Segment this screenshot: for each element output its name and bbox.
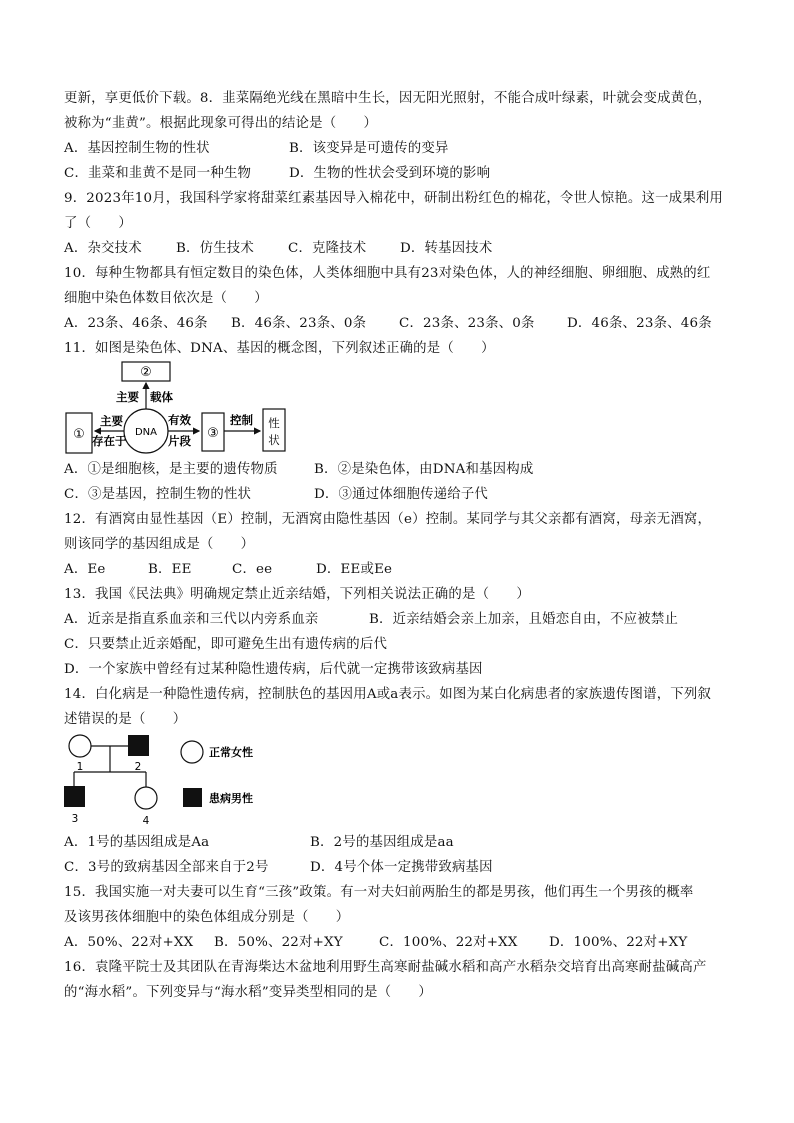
legend-female-icon xyxy=(181,741,203,763)
label-exist: 存在于 xyxy=(92,434,127,448)
q13-option-a: A．近亲是指直系血亲和三代以内旁系血亲 xyxy=(64,612,319,627)
q8-stem-line2: 被称为“韭黄”。根据此现象可得出的结论是（ ） xyxy=(64,116,378,131)
q15-option-b: B．50%、22对+XY xyxy=(214,935,343,950)
q11-stem: 11．如图是染色体、DNA、基因的概念图，下列叙述正确的是（ ） xyxy=(64,341,495,356)
q9-option-a: A．杂交技术 xyxy=(64,241,142,256)
q14-stem-line2: 述错误的是（ ） xyxy=(64,712,187,727)
q15-option-d: D．100%、22对+XY xyxy=(549,935,688,950)
q9-stem-line2: 了（ ） xyxy=(64,216,132,231)
q11-option-c: C．③是基因，控制生物的性状 xyxy=(64,487,252,502)
label-main-top: 主要 xyxy=(116,390,139,404)
q8-option-b: B．该变异是可遗传的变异 xyxy=(289,141,449,156)
q12-options xyxy=(64,557,734,582)
q13-options-row1 xyxy=(64,607,734,632)
q15-stem-line2: 及该男孩体细胞中的染色体组成分别是（ ） xyxy=(64,910,350,925)
pedigree-figure xyxy=(64,732,734,830)
q10-option-b: B．46条、23条、0条 xyxy=(231,316,367,331)
label-2: 2 xyxy=(134,761,142,773)
q11-option-a: A．①是细胞核，是主要的遗传物质 xyxy=(64,462,278,477)
q9-option-d: D．转基因技术 xyxy=(400,241,493,256)
legend-female-label: 正常女性 xyxy=(209,746,253,759)
q11-options-row1 xyxy=(64,457,734,482)
concept-box-3-label: ③ xyxy=(207,426,219,441)
q9-options xyxy=(64,236,734,261)
q13-stem: 13．我国《民法典》明确规定禁止近亲结婚，下列相关说法正确的是（ ） xyxy=(64,587,530,602)
individual-2-affected-male xyxy=(128,735,149,756)
label-carrier: 载体 xyxy=(150,390,173,404)
label-3: 3 xyxy=(71,813,79,825)
q9-option-b: B．仿生技术 xyxy=(176,241,254,256)
trait-label-top: 性 xyxy=(268,416,280,430)
q11-option-b: B．②是染色体，由DNA和基因构成 xyxy=(314,462,534,477)
q12-option-a: A．Ee xyxy=(64,562,106,577)
label-control: 控制 xyxy=(230,413,253,427)
q13-option-b: B．近亲结婚会亲上加亲，且婚恋自由，不应被禁止 xyxy=(369,612,679,627)
q12-stem-line2: 则该同学的基因组成是（ ） xyxy=(64,537,255,552)
q14-option-b: B．2号的基因组成是aa xyxy=(310,835,454,850)
q8-option-a: A．基因控制生物的性状 xyxy=(64,141,210,156)
individual-1-female xyxy=(69,735,91,757)
concept-map-figure xyxy=(64,361,734,457)
q14-option-a: A．1号的基因组成是Aa xyxy=(64,835,210,850)
q10-stem-line1: 10．每种生物都具有恒定数目的染色体，人类体细胞中具有23对染色体，人的神经细胞、卵细胞、成熟的红 xyxy=(64,266,711,281)
concept-box-1-label: ① xyxy=(73,427,85,442)
document-body xyxy=(64,86,734,1005)
q9-stem-line1: 9．2023年10月，我国科学家将甜菜红素基因导入棉花中，研制出粉红色的棉花，令世人惊艳。这一成果利用 xyxy=(64,191,724,206)
q13-option-d: D．一个家族中曾经有过某种隐性遗传病，后代就一定携带该致病基因 xyxy=(64,662,483,677)
q10-stem-line2: 细胞中染色体数目依次是（ ） xyxy=(64,291,268,306)
q14-option-c: C．3号的致病基因全部来自于2号 xyxy=(64,860,269,875)
q14-options-row2 xyxy=(64,855,734,880)
q8-option-d: D．生物的性状会受到环境的影响 xyxy=(289,166,491,181)
individual-3-affected-male xyxy=(64,786,85,807)
q8-options-row2 xyxy=(64,161,734,186)
q12-stem-line1: 12．有酒窝由显性基因（E）控制，无酒窝由隐性基因（e）控制。某同学与其父亲都有酒窝，母亲无酒窝， xyxy=(64,512,712,527)
q12-option-b: B．EE xyxy=(148,562,192,577)
q15-stem-line1: 15．我国实施一对夫妻可以生育“三孩”政策。有一对夫妇前两胎生的都是男孩，他们再生一个男孩的概率 xyxy=(64,885,694,900)
label-main-left: 主要 xyxy=(100,414,123,428)
q9-option-c: C．克隆技术 xyxy=(288,241,367,256)
concept-box-2-label: ② xyxy=(140,365,152,380)
q12-option-d: D．EE或Ee xyxy=(316,562,393,577)
q16-stem-line2: 的“海水稻”。下列变异与“海水稻”变异类型相同的是（ ） xyxy=(64,985,432,1000)
label-4: 4 xyxy=(142,815,150,827)
label-1: 1 xyxy=(76,761,84,773)
label-effective: 有效 xyxy=(168,413,191,427)
individual-4-female xyxy=(135,787,157,809)
q11-option-d: D．③通过体细胞传递给子代 xyxy=(314,487,489,502)
legend-male-icon xyxy=(183,788,202,807)
label-segment: 片段 xyxy=(168,434,191,448)
q14-options-row1 xyxy=(64,830,734,855)
q15-option-c: C．100%、22对+XX xyxy=(379,935,518,950)
concept-map xyxy=(64,361,304,457)
q15-options xyxy=(64,930,734,955)
q10-option-c: C．23条、23条、0条 xyxy=(399,316,535,331)
trait-label-bottom: 状 xyxy=(268,433,280,447)
q10-options xyxy=(64,311,734,336)
dna-label: DNA xyxy=(134,427,158,438)
q8-options-row1 xyxy=(64,136,734,161)
q15-option-a: A．50%、22对+XX xyxy=(64,935,194,950)
q11-options-row2 xyxy=(64,482,734,507)
q16-stem-line1: 16．袁隆平院士及其团队在青海柴达木盆地利用野生高寒耐盐碱水稻和高产水稻杂交培育出高寒耐盐碱高产 xyxy=(64,960,707,975)
q8-option-c: C．韭菜和韭黄不是同一种生物 xyxy=(64,166,252,181)
pedigree-chart xyxy=(64,732,264,830)
q13-option-c: C．只要禁止近亲婚配，即可避免生出有遗传病的后代 xyxy=(64,637,388,652)
q14-option-d: D．4号个体一定携带致病基因 xyxy=(310,860,493,875)
q14-stem-line1: 14．白化病是一种隐性遗传病，控制肤色的基因用A或a表示。如图为某白化病患者的家族遗传图谱，下列叙 xyxy=(64,687,712,702)
q10-option-d: D．46条、23条、46条 xyxy=(567,316,712,331)
legend-male-label: 患病男性 xyxy=(209,792,253,805)
q10-option-a: A．23条、46条、46条 xyxy=(64,316,208,331)
q8-stem-line1: 更新，享更低价下载。8．韭菜隔绝光线在黑暗中生长，因无阳光照射，不能合成叶绿素，叶就会变成黄色， xyxy=(64,91,712,106)
q12-option-c: C．ee xyxy=(232,562,273,577)
